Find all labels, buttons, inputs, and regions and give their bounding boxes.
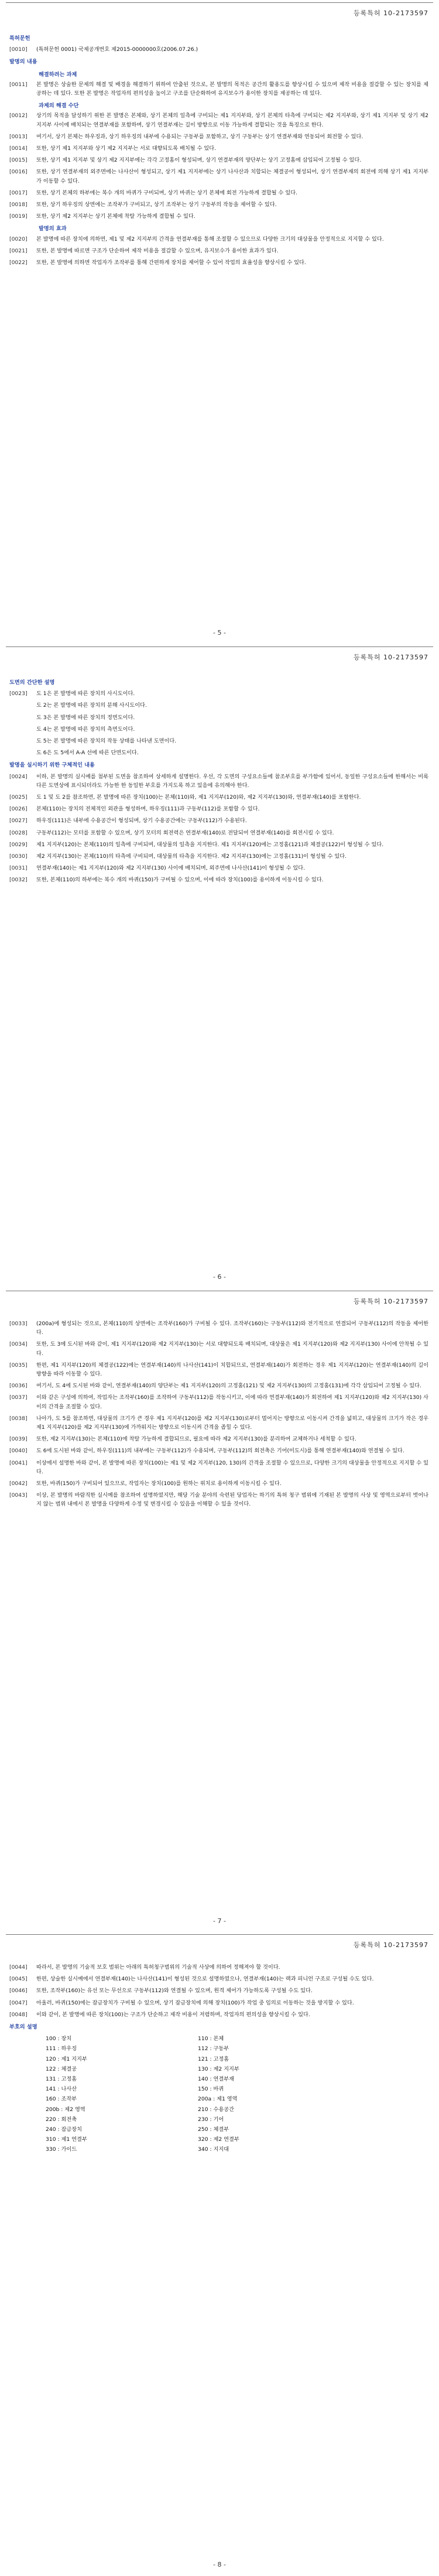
- paragraph: [9, 864, 428, 873]
- document-page: [0, 644, 439, 1288]
- paragraph-number: [0036]: [9, 1383, 28, 1390]
- paragraph: [9, 713, 428, 722]
- paragraph-text: 한편, 제1 지지부(120)의 체결공(122)에는 연결부재(140)의 나사산(141)이 치합되므로, 연결부재(140)가 회전하는 경우 제1 지지부(120)는 연결부재(140)의 길이 방향을 따라 이동할 수 있다.: [36, 1361, 428, 1378]
- paragraph: [9, 1414, 428, 1432]
- paragraph: [9, 1459, 428, 1476]
- reference-right: 250 : 체결부: [198, 2126, 229, 2133]
- paragraph-text: 도 6은 도 5에서 A-A 선에 따른 단면도이다.: [36, 750, 139, 757]
- paragraph: [9, 829, 428, 837]
- paragraph: [9, 1975, 428, 1983]
- page-content: [9, 1319, 428, 1512]
- paragraph-number: [0023]: [9, 690, 28, 697]
- document-page: [0, 1932, 439, 2575]
- paragraph: [9, 1361, 428, 1378]
- paragraph-number: [0034]: [9, 1341, 28, 1348]
- paragraph-number: [0011]: [9, 81, 28, 88]
- paragraph-number: [0017]: [9, 189, 28, 196]
- paragraph-number: [0014]: [9, 145, 28, 152]
- paragraph-text: 구동부(112)는 모터를 포함할 수 있으며, 상기 모터의 회전력은 연결부재(140)로 전달되어 연결부재(140)를 회전시킬 수 있다.: [36, 829, 334, 836]
- paragraph-text: 또한, 본 발명에 의하면 작업자가 조작부를 통해 간편하게 장치를 제어할 수 있어 작업의 효율성을 향상시킬 수 있다.: [36, 259, 306, 266]
- paragraph: [9, 45, 428, 54]
- paragraph: [9, 144, 428, 153]
- reference-right: 320 : 제2 연결부: [198, 2136, 239, 2143]
- paragraph: [9, 247, 428, 255]
- reference-numeral-table: [43, 2034, 348, 2154]
- paragraph-number: [0020]: [9, 235, 28, 242]
- subsection-heading: 과제의 해결 수단: [39, 102, 79, 110]
- reference-right: 150 : 바퀴: [198, 2086, 224, 2093]
- paragraph-number: [0031]: [9, 865, 28, 872]
- paragraph-text: (특허문헌 0001) 국제공개번호 제2015-0000000호(2006.07.26.): [36, 46, 198, 53]
- paragraph: [9, 772, 428, 790]
- reference-left: 220 : 회전축: [46, 2116, 77, 2123]
- paragraph-text: 한편, 상술한 실시예에서 연결부재(140)는 나사산(141)이 형성된 것으로 설명하였으나, 연결부재(140)는 랙과 피니언 구조로 구성될 수도 있다.: [36, 1976, 374, 1983]
- paragraph-text: 도 4는 본 발명에 따른 장치의 측면도이다.: [36, 726, 135, 733]
- paragraph-text: 여기서, 상기 본체는 하우징과, 상기 하우징의 내부에 수용되는 구동부를 포함하고, 상기 구동부는 상기 연결부재와 연동되어 회전할 수 있다.: [36, 133, 363, 140]
- paragraph-text: 제2 지지부(130)는 본체(110)의 타측에 구비되며, 대상물의 타측을 지지한다. 제2 지지부(130)에는 고정홈(131)이 형성될 수 있다.: [36, 853, 347, 860]
- reference-right: 210 : 수용공간: [198, 2106, 234, 2113]
- paragraph-number: [0042]: [9, 1480, 28, 1487]
- paragraph-text: 이와 같이, 본 발명에 따른 장치(100)는 구조가 단순하고 제작 비용이 저렴하며, 작업자의 편의성을 향상시킬 수 있다.: [36, 2011, 310, 2018]
- section-heading: 도면의 간단한 설명: [9, 679, 55, 686]
- paragraph: [9, 875, 428, 884]
- paragraph: [9, 258, 428, 267]
- paragraph: [9, 689, 428, 698]
- paragraph-text: 또한, 상기 연결부재의 외주면에는 나사산이 형성되고, 상기 제1 지지부에는 상기 나사산과 치합되는 체결공이 형성되어, 상기 연결부재의 회전에 의해 상기 제1 지지부가 이동할 수 있다.: [36, 169, 428, 184]
- paragraph-text: 또한, 상기 제1 지지부와 상기 제2 지지부는 서로 대향되도록 배치될 수 있다.: [36, 145, 217, 152]
- paragraph-number: [0027]: [9, 817, 28, 825]
- reference-right: 121 : 고정홈: [198, 2055, 229, 2062]
- paragraph-text: 나아가, 도 5를 참조하면, 대상물의 크기가 큰 경우 제1 지지부(120)를 제2 지지부(130)로부터 멀어지는 방향으로 이동시켜 간격을 넓히고, 대상물의 크기가 작은 경우 제1 지지부(120)를 제2 지지부(130)에 가까워지는 방향으로 이동시켜 간격을 좁힐 수 있다.: [36, 1415, 428, 1431]
- paragraph: [9, 132, 428, 141]
- paragraph-text: 이하, 본 발명의 실시예를 첨부된 도면을 참조하여 상세하게 설명한다. 우선, 각 도면의 구성요소들에 참조부호를 부가함에 있어서, 동일한 구성요소들에 한해서는 비록 다른 도면상에 표시되더라도 가능한 한 동일한 부호를 가지도록 하고 있음에 유의해야 한다.: [36, 773, 428, 789]
- reference-right: 110 : 본체: [198, 2036, 224, 2043]
- paragraph-text: 또한, 상기 하우징의 상면에는 조작부가 구비되고, 상기 조작부는 상기 구동부의 작동을 제어할 수 있다.: [36, 201, 277, 208]
- page-content: [9, 30, 428, 270]
- paragraph-text: 또한, 바퀴(150)가 구비되어 있으므로, 작업자는 장치(100)를 원하는 위치로 용이하게 이동시킬 수 있다.: [36, 1480, 282, 1487]
- page-number: - 7 -: [213, 1917, 226, 1925]
- paragraph: [9, 1986, 428, 1995]
- page-number: - 8 -: [213, 2561, 226, 2568]
- paragraph: [9, 737, 428, 745]
- page-content: [9, 675, 428, 888]
- paragraph-number: [0048]: [9, 2011, 28, 2018]
- reference-row: [43, 2144, 348, 2154]
- paragraph-number: [0021]: [9, 247, 28, 254]
- reference-right: 200a : 제1 영역: [198, 2096, 238, 2103]
- reference-right: 340 : 지지대: [198, 2146, 229, 2153]
- paragraph: [9, 816, 428, 825]
- paragraph: [9, 748, 428, 757]
- paragraph-text: 하우징(111)은 내부에 수용공간이 형성되며, 상기 수용공간에는 구동부(112)가 수용된다.: [36, 817, 247, 825]
- page-content: [9, 1962, 428, 2155]
- reference-row: [43, 2084, 348, 2094]
- paragraph-number: [0039]: [9, 1436, 28, 1443]
- section-heading: 발명을 실시하기 위한 구체적인 내용: [9, 762, 95, 769]
- paragraph-text: 또한, 조작부(160)는 유선 또는 무선으로 구동부(112)와 연결될 수 있으며, 원격 제어가 가능하도록 구성될 수도 있다.: [36, 1987, 313, 1995]
- paragraph-text: 이상에서 설명한 바와 같이, 본 발명에 따른 장치(100)는 제1 및 제2 지지부(120, 130)의 간격을 조절할 수 있으므로, 다양한 크기의 대상물을 안정적으로 지지할 수 있다.: [36, 1459, 428, 1475]
- paragraph-number: [0012]: [9, 112, 28, 119]
- reference-right: 112 : 구동부: [198, 2045, 229, 2052]
- section-heading: 특허문헌: [9, 35, 30, 42]
- paragraph-text: 또한, 상기 제2 지지부는 상기 본체에 착탈 가능하게 결합될 수 있다.: [36, 213, 196, 220]
- paragraph-number: [9, 701, 36, 710]
- paragraph: [9, 1340, 428, 1357]
- paragraph-text: 도 2는 본 발명에 따른 장치의 분해 사시도이다.: [36, 702, 147, 709]
- reference-row: [43, 2034, 348, 2044]
- page-top-rule: [6, 646, 433, 647]
- paragraph: [9, 167, 428, 185]
- paragraph-text: 또한, 도 3에 도시된 바와 같이, 제1 지지부(120)와 제2 지지부(130)는 서로 대향되도록 배치되며, 대상물은 제1 지지부(120)와 제2 지지부(130) 사이에 안착될 수 있다.: [36, 1341, 428, 1357]
- reference-row: [43, 2134, 348, 2144]
- paragraph-number: [0030]: [9, 853, 28, 860]
- paragraph-text: 또한, 본 발명에 따르면 구조가 단순하여 제작 비용을 절감할 수 있으며, 유지보수가 용이한 효과가 있다.: [36, 247, 279, 254]
- paragraph-number: [0028]: [9, 829, 28, 836]
- reference-left: 200b : 제2 영역: [46, 2106, 85, 2113]
- paragraph-text: 도 5는 본 발명에 따른 장치의 작동 상태를 나타낸 도면이다.: [36, 738, 177, 745]
- paragraph-number: [0038]: [9, 1415, 28, 1422]
- reference-row: [43, 2044, 348, 2054]
- paragraph: [9, 212, 428, 221]
- paragraph: [9, 200, 428, 209]
- paragraph-number: [0026]: [9, 806, 28, 813]
- reference-left: 330 : 가이드: [46, 2146, 77, 2153]
- paragraph-text: 또한, 본체(110)의 하부에는 복수 개의 바퀴(150)가 구비될 수 있으며, 이에 따라 장치(100)를 용이하게 이동시킬 수 있다.: [36, 877, 324, 884]
- paragraph-number: [0029]: [9, 841, 28, 848]
- paragraph-text: 도 1은 본 발명에 따른 장치의 사시도이다.: [36, 690, 135, 697]
- paragraph-number: [0032]: [9, 877, 28, 884]
- paragraph-text: 도 3은 본 발명에 따른 장치의 정면도이다.: [36, 714, 135, 721]
- paragraph: [9, 793, 428, 802]
- paragraph-text: 상기의 목적을 달성하기 위한 본 발명은 본체와, 상기 본체의 일측에 구비되는 제1 지지부와, 상기 본체의 타측에 구비되는 제2 지지부와, 상기 제1 지지부 및 상기 제2 지지부 사이에 배치되는 연결부재를 포함하며, 상기 연결부재는 길이 방향으로 이동 가능하게 결합되는 것을 특징으로 한다.: [36, 112, 428, 128]
- paragraph-number: [0016]: [9, 169, 28, 176]
- reference-row: [43, 2115, 348, 2125]
- reference-left: 131 : 고정홈: [46, 2076, 77, 2083]
- paragraph: [9, 1479, 428, 1488]
- paragraph: [9, 852, 428, 861]
- paragraph-number: [0033]: [9, 1321, 28, 1327]
- reference-row: [43, 2064, 348, 2074]
- paragraph-number: [0046]: [9, 1987, 28, 1995]
- paragraph-number: [0041]: [9, 1459, 28, 1466]
- paragraph-number: [0019]: [9, 213, 28, 220]
- paragraph-number: [0045]: [9, 1976, 28, 1983]
- paragraph-number: [9, 748, 36, 757]
- paragraph-text: 또한, 상기 본체의 하부에는 복수 개의 바퀴가 구비되며, 상기 바퀴는 상기 본체에 회전 가능하게 결합될 수 있다.: [36, 189, 297, 196]
- reference-left: 120 : 제1 지지부: [46, 2055, 87, 2062]
- paragraph-text: 이와 같은 구성에 의하여, 작업자는 조작부(160)를 조작하여 구동부(112)를 작동시키고, 이에 따라 연결부재(140)가 회전하여 제1 지지부(120)와 제2 지지부(130) 사이의 간격을 조절할 수 있다.: [36, 1394, 428, 1410]
- document-number: 등록특허 10-2173597: [354, 1298, 428, 1305]
- paragraph: [9, 1963, 428, 1972]
- page-number: - 6 -: [213, 1273, 226, 1281]
- paragraph-number: [0025]: [9, 794, 28, 801]
- page-top-rule: [6, 2, 433, 3]
- paragraph: [9, 1491, 428, 1508]
- paragraph-number: [9, 737, 36, 745]
- paragraph: [9, 1381, 428, 1390]
- paragraph: [9, 701, 428, 710]
- paragraph-text: 제1 지지부(120)는 본체(110)의 일측에 구비되며, 대상물의 일측을 지지한다. 제1 지지부(120)에는 고정홈(121)과 체결공(122)이 형성될 수 있다.: [36, 841, 384, 848]
- paragraph-text: 이상, 본 발명의 바람직한 실시예를 참조하여 설명하였지만, 해당 기술 분야의 숙련된 당업자는 하기의 특허 청구 범위에 기재된 본 발명의 사상 및 영역으로부터 벗어나지 않는 범위 내에서 본 발명을 다양하게 수정 및 변경시킬 수 있음을 이해할 수 있을 것이다.: [36, 1492, 428, 1508]
- reference-right: 230 : 기어: [198, 2116, 224, 2123]
- paragraph-number: [0015]: [9, 157, 28, 164]
- paragraph: [9, 156, 428, 165]
- page-top-rule: [6, 1934, 433, 1935]
- reference-left: 141 : 나사산: [46, 2086, 77, 2093]
- paragraph-number: [0018]: [9, 201, 28, 208]
- paragraph-number: [0047]: [9, 1999, 28, 2006]
- reference-row: [43, 2105, 348, 2115]
- paragraph-text: 여기서, 도 4에 도시된 바와 같이, 연결부재(140)의 양단부는 제1 지지부(120)의 고정홈(121) 및 제2 지지부(130)의 고정홈(131)에 각각 삽입되어 고정될 수 있다.: [36, 1383, 421, 1390]
- paragraph-number: [0043]: [9, 1492, 28, 1499]
- reference-left: 310 : 제1 연결부: [46, 2136, 87, 2143]
- reference-right: 140 : 연결부재: [198, 2076, 234, 2083]
- paragraph-number: [0022]: [9, 259, 28, 266]
- paragraph-number: [0024]: [9, 773, 28, 780]
- reference-left: 122 : 체결공: [46, 2065, 77, 2072]
- document-number: 등록특허 10-2173597: [354, 9, 428, 17]
- paragraph: [9, 805, 428, 813]
- paragraph-text: 도 1 및 도 2를 참조하면, 본 발명에 따른 장치(100)는 본체(110)와, 제1 지지부(120)와, 제2 지지부(130)와, 연결부재(140)를 포함한다.: [36, 794, 361, 801]
- paragraph: [9, 189, 428, 197]
- paragraph-text: 도 6에 도시된 바와 같이, 하우징(111)의 내부에는 구동부(112)가 수용되며, 구동부(112)의 회전축은 기어(미도시)를 통해 연결부재(140)와 연결될 수 있다.: [36, 1448, 404, 1455]
- paragraph: [9, 1446, 428, 1455]
- paragraph-text: 따라서, 본 발명의 기술적 보호 범위는 아래의 특허청구범위의 기술적 사상에 의하여 정해져야 할 것이다.: [36, 1964, 280, 1971]
- paragraph-text: 본 발명에 따른 장치에 의하면, 제1 및 제2 지지부의 간격을 연결부재를 통해 조절할 수 있으므로 다양한 크기의 대상물을 안정적으로 지지할 수 있다.: [36, 235, 384, 242]
- document-number: 등록특허 10-2173597: [354, 1941, 428, 1949]
- paragraph-number: [0044]: [9, 1964, 28, 1971]
- section-heading: 부호의 설명: [9, 2024, 37, 2031]
- paragraph-number: [9, 713, 36, 722]
- paragraph: [9, 235, 428, 244]
- reference-left: 240 : 잠금장치: [46, 2126, 82, 2133]
- paragraph-text: 본 발명은 상술한 문제의 해결 및 배경을 해결하기 위하여 안출된 것으로, 본 발명의 목적은 공간의 활용도를 향상시킬 수 있으며 제작 비용을 절감할 수 있는 장치를 제공하는 데 있다. 또한 본 발명은 작업자의 편의성을 높이고 구조를 단순화하여 유지보수가 용이한 장치를 제공하는 데 있다.: [36, 81, 428, 97]
- reference-row: [43, 2074, 348, 2084]
- paragraph: [9, 840, 428, 849]
- paragraph: [9, 80, 428, 98]
- document-number: 등록특허 10-2173597: [354, 654, 428, 661]
- paragraph-number: [0037]: [9, 1394, 28, 1401]
- subsection-heading: 해결하려는 과제: [39, 71, 77, 78]
- document-page: [0, 1288, 439, 1932]
- paragraph-number: [0040]: [9, 1448, 28, 1455]
- document-page: [0, 0, 439, 644]
- paragraph-text: 또한, 상기 제1 지지부 및 상기 제2 지지부에는 각각 고정홈이 형성되며, 상기 연결부재의 양단부는 상기 고정홈에 삽입되어 고정될 수 있다.: [36, 157, 362, 164]
- paragraph-text: 또한, 제2 지지부(130)는 본체(110)에 착탈 가능하게 결합되므로, 필요에 따라 제2 지지부(130)를 분리하여 교체하거나 세척할 수 있다.: [36, 1436, 356, 1443]
- reference-right: 130 : 제2 지지부: [198, 2065, 239, 2072]
- paragraph-text: 아울러, 바퀴(150)에는 잠금장치가 구비될 수 있으며, 상기 잠금장치에 의해 장치(100)가 작업 중 임의로 이동하는 것을 방지할 수 있다.: [36, 1999, 354, 2006]
- paragraph-number: [0013]: [9, 133, 28, 140]
- reference-row: [43, 2054, 348, 2064]
- paragraph-text: (200a)에 형성되는 것으로, 본체(110)의 상면에는 조작부(160)가 구비될 수 있다. 조작부(160)는 구동부(112)와 전기적으로 연결되어 구동부(112)의 작동을 제어한다.: [36, 1321, 428, 1336]
- paragraph-text: 본체(110)는 장치의 전체적인 외관을 형성하며, 하우징(111)과 구동부(112)를 포함할 수 있다.: [36, 806, 260, 813]
- paragraph: [9, 2010, 428, 2019]
- paragraph-number: [9, 725, 36, 734]
- paragraph: [9, 1435, 428, 1443]
- paragraph-text: 연결부재(140)는 제1 지지부(120)와 제2 지지부(130) 사이에 배치되며, 외주면에 나사산(141)이 형성될 수 있다.: [36, 865, 306, 872]
- subsection-heading: 발명의 효과: [39, 225, 67, 232]
- reference-row: [43, 2125, 348, 2134]
- paragraph: [9, 1999, 428, 2007]
- reference-left: 111 : 하우징: [46, 2045, 77, 2052]
- reference-left: 100 : 장치: [46, 2036, 72, 2043]
- paragraph: [9, 1393, 428, 1411]
- section-heading: 발명의 내용: [9, 59, 37, 66]
- reference-row: [43, 2094, 348, 2104]
- paragraph: [9, 725, 428, 734]
- reference-left: 160 : 조작부: [46, 2096, 77, 2103]
- paragraph-number: [0035]: [9, 1361, 28, 1369]
- page-number: - 5 -: [213, 629, 226, 637]
- paragraph: [9, 1319, 428, 1337]
- paragraph: [9, 111, 428, 129]
- paragraph-number: [0010]: [9, 46, 28, 53]
